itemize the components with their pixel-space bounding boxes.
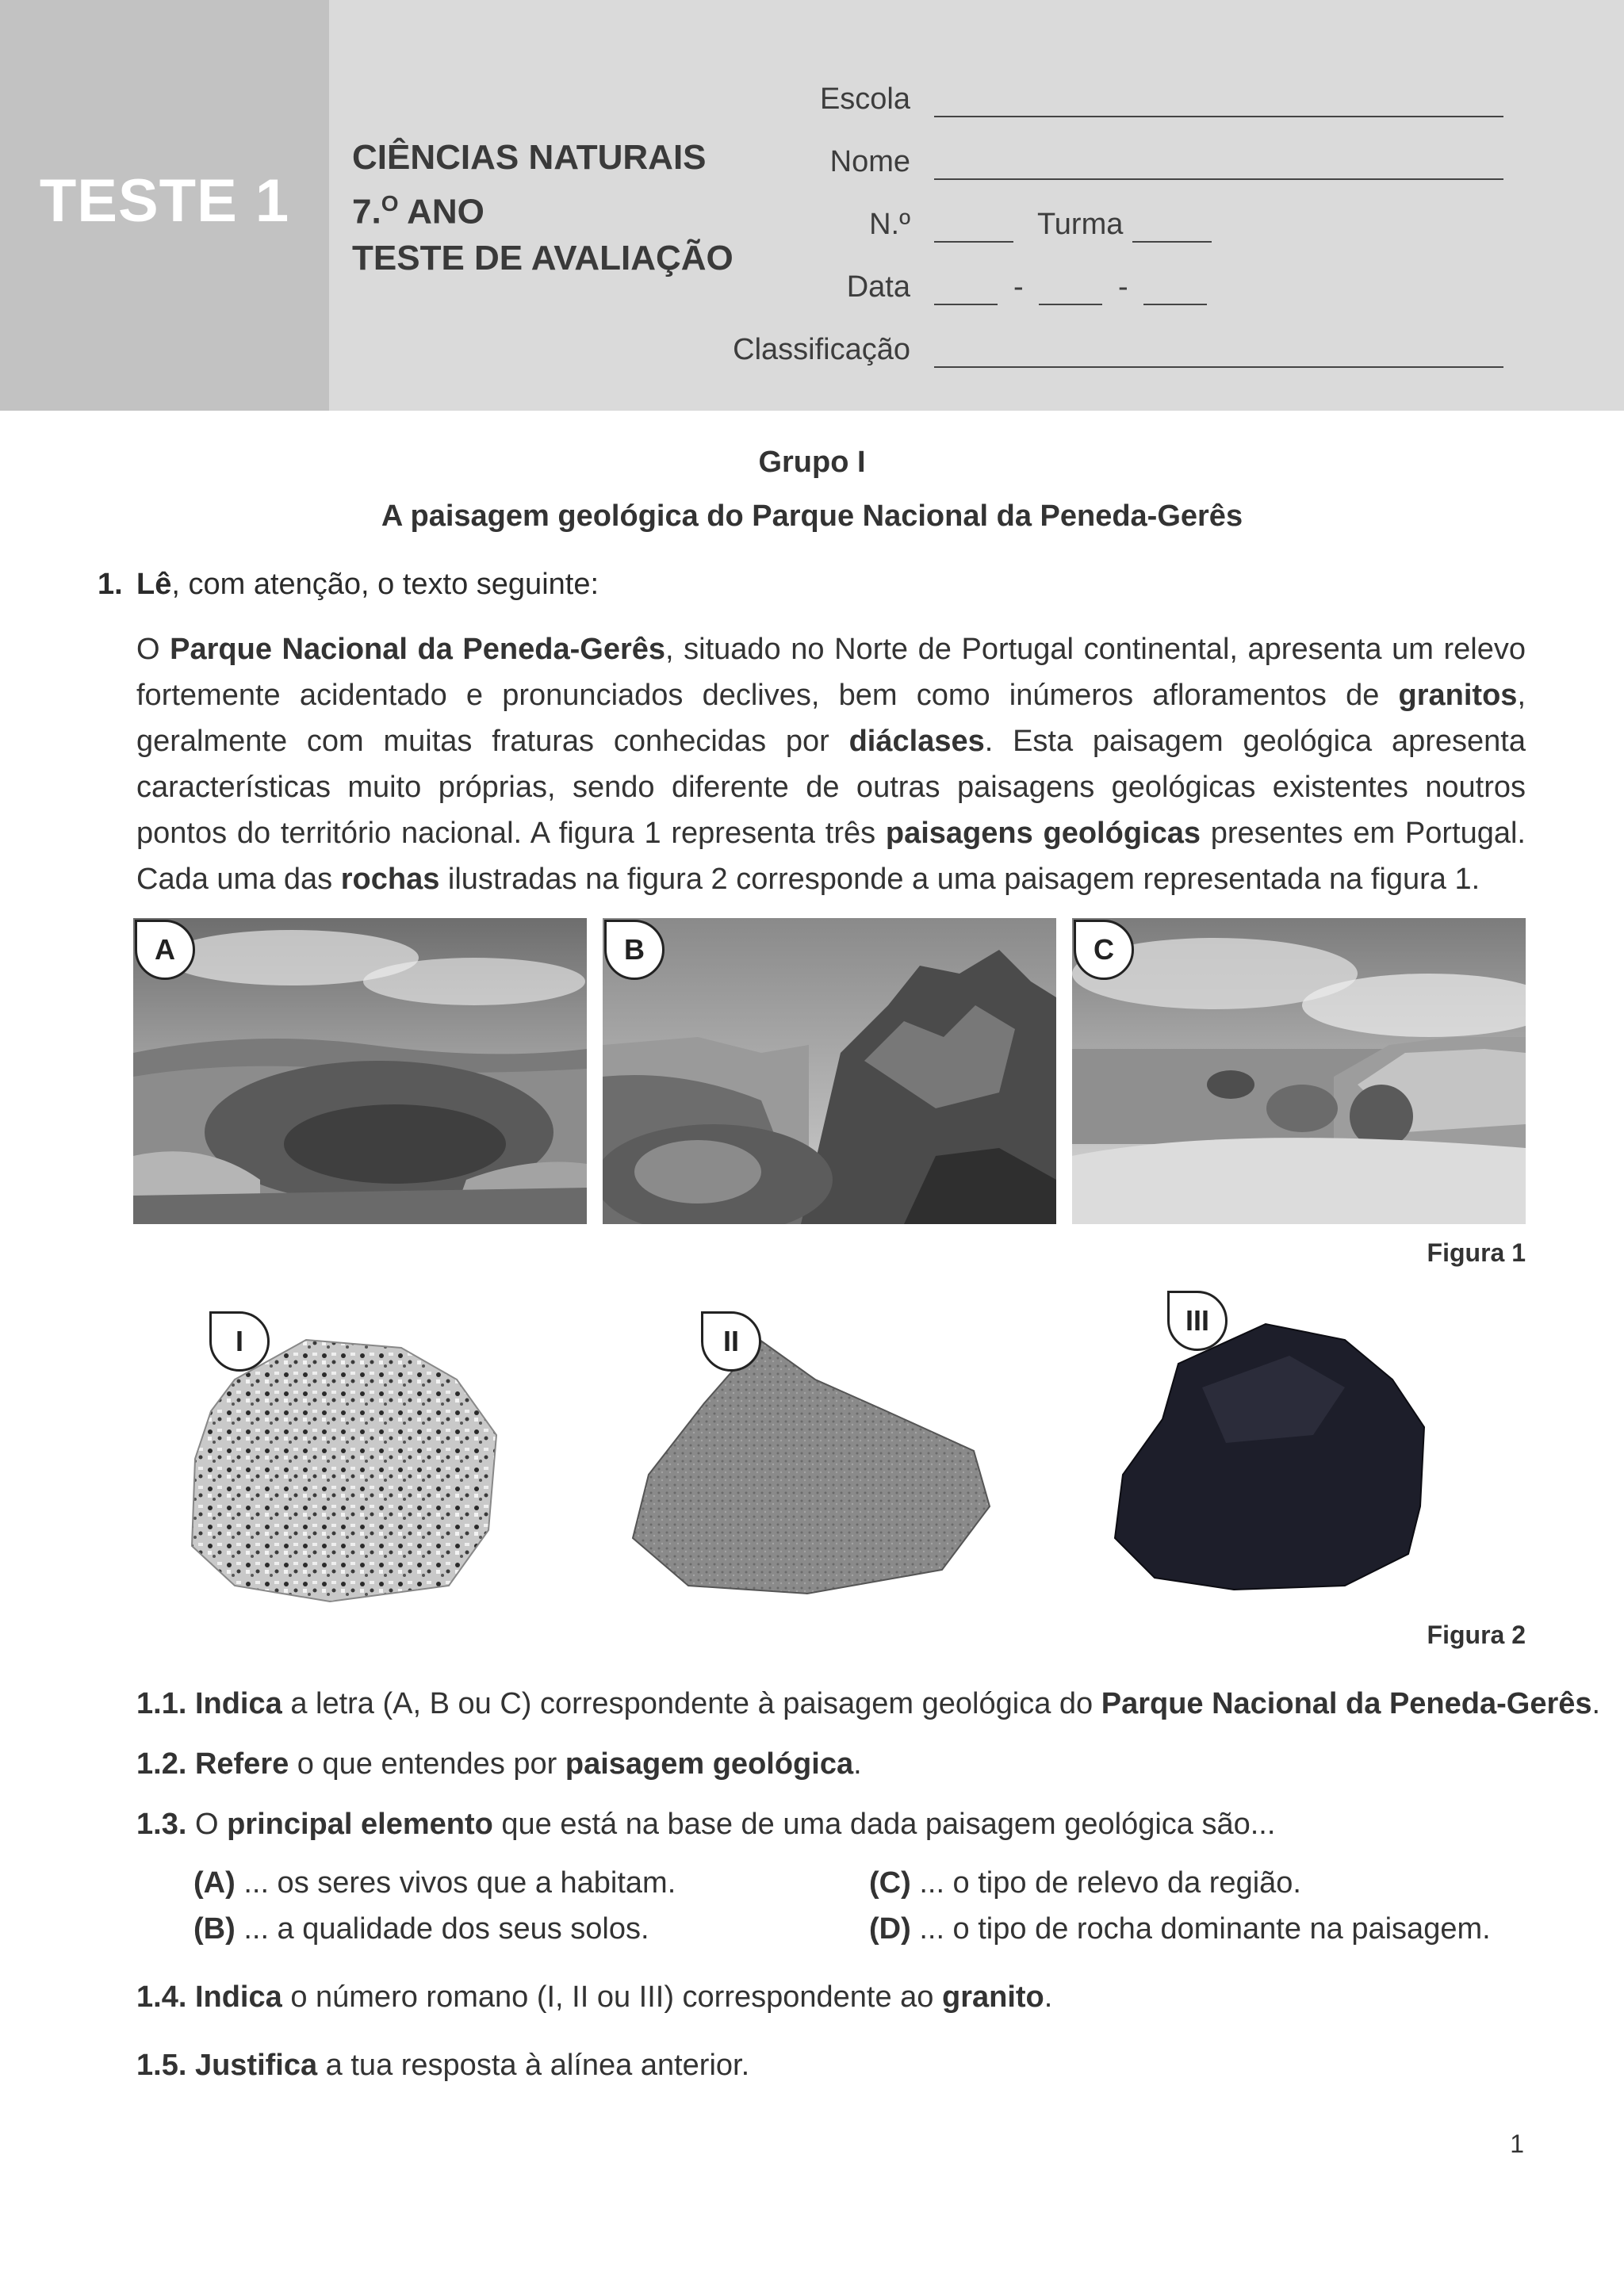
grade-label: Classificação bbox=[733, 333, 910, 366]
figure-2-caption: Figura 2 bbox=[1427, 1621, 1526, 1649]
figure-label-b: B bbox=[604, 920, 665, 980]
landscape-photo-c bbox=[1072, 918, 1526, 1224]
date-day-field[interactable] bbox=[934, 304, 998, 305]
date-label: Data bbox=[846, 270, 910, 304]
class-field[interactable] bbox=[1132, 241, 1212, 243]
class-label: Turma bbox=[1037, 208, 1124, 241]
test-title: TESTE 1 bbox=[39, 167, 290, 235]
page-number: 1 bbox=[1510, 2130, 1524, 2158]
question-1-4: 1.4. Indica o número romano (I, II ou III) correspondente ao granito. bbox=[136, 1980, 1053, 2014]
rock-basalt-image bbox=[1107, 1316, 1432, 1594]
header-left-panel bbox=[0, 0, 329, 411]
rock-gray-image bbox=[625, 1332, 998, 1601]
name-field[interactable] bbox=[934, 178, 1503, 180]
name-label: Nome bbox=[829, 145, 910, 178]
question-1-5: 1.5. Justifica a tua resposta à alínea anterior. bbox=[136, 2049, 750, 2082]
school-field[interactable] bbox=[934, 116, 1503, 117]
figure-label-c: C bbox=[1074, 920, 1134, 980]
question-1-3: 1.3. O principal elemento que está na base de uma dada paisagem geológica são... bbox=[136, 1808, 1276, 1841]
question-number: 1. bbox=[98, 568, 123, 601]
rock-granite-image bbox=[187, 1332, 504, 1606]
subject-block bbox=[352, 135, 733, 281]
option-b[interactable]: (B) ... a qualidade dos seus solos. bbox=[193, 1912, 649, 1946]
date-month-field[interactable] bbox=[1039, 304, 1102, 305]
figure-1-caption: Figura 1 bbox=[1427, 1238, 1526, 1267]
question-prompt: Lê, com atenção, o texto seguinte: bbox=[136, 568, 599, 601]
option-a[interactable]: (A) ... os seres vivos que a habitam. bbox=[193, 1866, 676, 1900]
subject-name: CIÊNCIAS NATURAIS bbox=[352, 138, 707, 177]
header-banner bbox=[0, 0, 1624, 411]
number-field[interactable] bbox=[934, 241, 1013, 243]
rock-label-iii: III bbox=[1167, 1291, 1228, 1351]
reading-text: O Parque Nacional da Peneda-Gerês, situado no Norte de Portugal continental, apresenta um relevo fortemente acidentado e pronunciados declives, bem como inúmeros afloramentos de granitos, geralmente com muitas fraturas conhecidas por diáclases. Esta paisagem geológica apresenta características muito próprias, sendo diferente de outras paisagens geológicas existentes noutros pontos do território nacional. A figura 1 representa três paisagens geológicas presentes em Portugal. Cada uma das rochas ilustradas na figura 2 corresponde a uma paisagem representada na figura 1. bbox=[136, 633, 1526, 896]
date-separator: - bbox=[1118, 270, 1128, 304]
grade-level: 7.$^O$ ANO bbox=[352, 191, 485, 232]
number-label: N.º bbox=[869, 208, 910, 241]
date-separator: - bbox=[1013, 270, 1024, 304]
group-subtitle: A paisagem geológica do Parque Nacional da Peneda-Gerês bbox=[381, 499, 1243, 533]
school-label: Escola bbox=[819, 82, 910, 116]
grade-field[interactable] bbox=[934, 366, 1503, 368]
landscape-photo-b bbox=[603, 918, 1056, 1224]
date-year-field[interactable] bbox=[1143, 304, 1207, 305]
test-type: TESTE DE AVALIAÇÃO bbox=[352, 238, 733, 277]
landscape-photo-a bbox=[133, 918, 587, 1224]
rock-label-ii: II bbox=[701, 1311, 761, 1372]
question-1-2: 1.2. Refere o que entendes por paisagem geológica. bbox=[136, 1747, 862, 1781]
question-1-1: 1.1. Indica a letra (A, B ou C) correspondente à paisagem geológica do Parque Nacional da Peneda-Gerês. bbox=[136, 1687, 1601, 1720]
group-title: Grupo I bbox=[758, 446, 866, 479]
option-d[interactable]: (D) ... o tipo de rocha dominante na paisagem. bbox=[869, 1912, 1491, 1946]
option-c[interactable]: (C) ... o tipo de relevo da região. bbox=[869, 1866, 1301, 1900]
rock-label-i: I bbox=[209, 1311, 270, 1372]
figure-label-a: A bbox=[135, 920, 195, 980]
